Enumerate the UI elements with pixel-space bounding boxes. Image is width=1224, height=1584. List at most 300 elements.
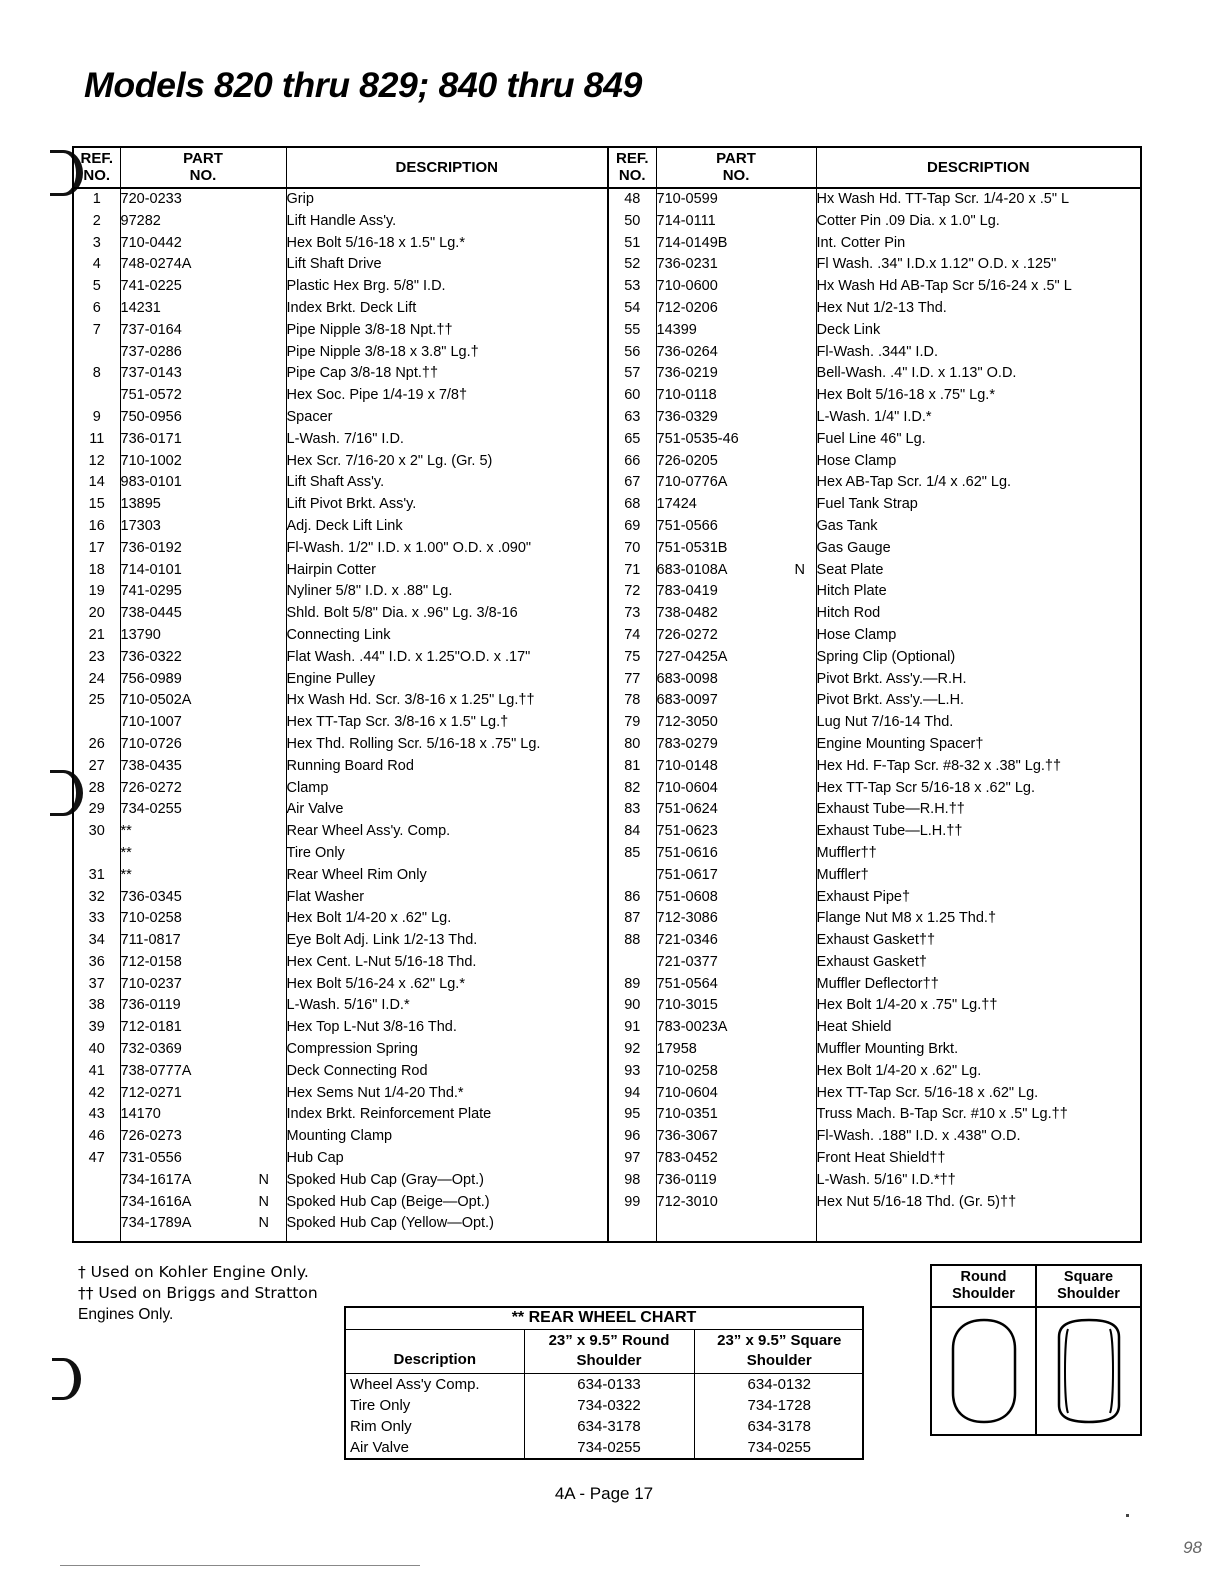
note-flag-cell — [784, 843, 816, 865]
part-no-cell: 736-0345 — [120, 888, 182, 905]
table-row — [74, 254, 1140, 276]
ref-no-cell: 19 — [74, 581, 120, 603]
part-no-cell: 738-0777A — [120, 1062, 192, 1079]
wheel-round-cell: 634-0133 — [524, 1374, 694, 1396]
note-flag-cell — [784, 625, 816, 647]
description-cell: Spoked Hub Cap (Beige—Opt.) — [286, 1192, 608, 1214]
description-cell: Fl-Wash. 1/2" I.D. x 1.00" O.D. x .090" — [286, 538, 608, 560]
note-flag-cell — [242, 276, 286, 298]
ref-no-cell: 43 — [74, 1104, 120, 1126]
part-no-cell: 741-0295 — [120, 583, 182, 600]
table-row — [74, 276, 1140, 298]
part-no-cell: 751-0531B — [656, 539, 728, 556]
wheel-square-cell: 634-3178 — [747, 1418, 811, 1435]
part-no-cell: 756-0989 — [120, 670, 182, 687]
part-no-cell: 748-0274A — [120, 256, 192, 273]
description-cell: Hex Bolt 1/4-20 x .62" Lg. — [286, 908, 608, 930]
header-part-line1: PART — [183, 150, 223, 167]
ref-no-cell: 98 — [608, 1170, 656, 1192]
part-no-cell: 736-0329 — [656, 408, 718, 425]
table-row — [74, 385, 1140, 407]
ref-no-cell: 95 — [608, 1104, 656, 1126]
description-cell: Engine Mounting Spacer† — [816, 735, 984, 752]
part-no-cell: 751-0617 — [656, 866, 718, 883]
part-no-cell: 710-0351 — [656, 1106, 718, 1123]
note-flag-cell — [784, 647, 816, 669]
description-cell: Muffler†† — [816, 844, 877, 861]
description-cell: Hex Scr. 7/16-20 x 2" Lg. (Gr. 5) — [286, 451, 608, 473]
ref-no-cell: 88 — [608, 930, 656, 952]
description-cell: Muffler Mounting Brkt. — [816, 1041, 959, 1058]
ref-no-cell: 74 — [608, 625, 656, 647]
part-no-cell: 734-0255 — [120, 801, 182, 818]
wheel-description-cell: Air Valve — [346, 1437, 524, 1458]
ref-no-cell: 50 — [608, 211, 656, 233]
table-row — [74, 538, 1140, 560]
ref-no-cell: 72 — [608, 581, 656, 603]
ref-no-cell — [74, 385, 120, 407]
parts-table-body — [74, 188, 1140, 1241]
table-row — [74, 734, 1140, 756]
part-no-cell: 714-0149B — [656, 234, 728, 251]
part-no-cell: 710-1002 — [120, 452, 182, 469]
part-no-cell: 712-3010 — [656, 1193, 718, 1210]
note-flag-cell — [784, 276, 816, 298]
part-no-cell: 710-0258 — [120, 910, 182, 927]
wheel-table-row — [346, 1437, 864, 1458]
header-description-label-left: DESCRIPTION — [395, 158, 499, 176]
part-no-cell: 710-0599 — [656, 191, 718, 207]
note-flag-cell — [784, 887, 816, 909]
table-row — [74, 342, 1140, 364]
description-cell: Air Valve — [286, 799, 608, 821]
description-cell: Hex Cent. L-Nut 5/16-18 Thd. — [286, 952, 608, 974]
description-cell: Compression Spring — [286, 1039, 608, 1061]
note-flag-cell — [784, 603, 816, 625]
note-flag-cell — [784, 756, 816, 778]
part-no-cell: 751-0616 — [656, 844, 718, 861]
description-cell: Lift Shaft Drive — [286, 254, 608, 276]
description-cell: Pivot Brkt. Ass'y.—L.H. — [816, 692, 965, 709]
description-cell: Muffler Deflector†† — [816, 975, 939, 992]
description-cell: Hex TT-Tap Scr. 5/16-18 x .62" Lg. — [816, 1084, 1039, 1101]
part-no-cell: 17958 — [656, 1041, 697, 1058]
ref-no-cell: 4 — [74, 254, 120, 276]
part-no-cell: 736-0219 — [656, 365, 718, 382]
ref-no-cell: 1 — [74, 188, 120, 211]
part-no-cell: 683-0098 — [656, 670, 718, 687]
wheel-header-round — [524, 1330, 694, 1374]
wheel-round-cell: 634-3178 — [524, 1416, 694, 1437]
description-cell: Exhaust Gasket†† — [816, 932, 936, 949]
part-no-cell: 721-0377 — [656, 953, 718, 970]
note-flag-cell — [242, 734, 286, 756]
ref-no-cell — [74, 843, 120, 865]
square-shoulder-heading — [1037, 1266, 1140, 1308]
note-flag-cell — [784, 1017, 816, 1039]
description-cell: Tire Only — [286, 843, 608, 865]
description-cell: Cotter Pin .09 Dia. x 1.0" Lg. — [816, 212, 1000, 229]
note-flag-cell — [784, 581, 816, 603]
note-flag-cell — [784, 188, 816, 211]
description-cell: Rear Wheel Rim Only — [286, 865, 608, 887]
note-flag-cell — [242, 843, 286, 865]
description-cell: Hx Wash Hd AB-Tap Scr 5/16-24 x .5" L — [816, 278, 1072, 295]
scan-artifact-mark: 98 — [1183, 1538, 1202, 1557]
description-cell: Pipe Nipple 3/8-18 Npt.†† — [286, 320, 608, 342]
description-cell: Clamp — [286, 778, 608, 800]
table-row — [74, 1017, 1140, 1039]
description-cell: Pipe Cap 3/8-18 Npt.†† — [286, 363, 608, 385]
note-flag-cell — [784, 1148, 816, 1170]
note-flag-cell — [784, 385, 816, 407]
table-row — [74, 1148, 1140, 1170]
description-cell: Pivot Brkt. Ass'y.—R.H. — [816, 670, 967, 687]
note-flag-cell — [784, 407, 816, 429]
description-cell: Hub Cap — [286, 1148, 608, 1170]
description-cell: L-Wash. 5/16" I.D.* — [286, 995, 608, 1017]
note-flag-cell — [784, 821, 816, 843]
description-cell: Hex Bolt 5/16-24 x .62" Lg.* — [286, 974, 608, 996]
ref-no-cell: 63 — [608, 407, 656, 429]
note-flag-cell — [242, 1126, 286, 1148]
ref-no-cell: 99 — [608, 1192, 656, 1214]
note-flag-cell — [242, 995, 286, 1017]
wheel-square-cell: 734-1728 — [747, 1397, 811, 1414]
description-cell: Hx Wash Hd. TT-Tap Scr. 1/4-20 x .5" L — [816, 191, 1070, 207]
parts-table — [74, 148, 1140, 1241]
ref-no-cell: 55 — [608, 320, 656, 342]
wheel-round-cell: 734-0255 — [524, 1437, 694, 1458]
header-ref-no-right — [608, 148, 656, 188]
ref-no-cell: 7 — [74, 320, 120, 342]
description-cell: Deck Link — [816, 321, 881, 338]
note-flag-cell — [784, 298, 816, 320]
wheel-header-round-line1: 23” x 9.5” Round — [548, 1332, 670, 1349]
description-cell: Spring Clip (Optional) — [816, 648, 956, 665]
table-row — [74, 974, 1140, 996]
note-flag-cell — [242, 363, 286, 385]
part-no-cell: 726-0272 — [120, 779, 182, 796]
table-row — [74, 429, 1140, 451]
description-cell: Index Brkt. Deck Lift — [286, 298, 608, 320]
note-flag-cell — [242, 472, 286, 494]
table-filler-row — [74, 1235, 1140, 1241]
rear-wheel-table-body — [346, 1374, 864, 1459]
wheel-square-cell: 734-0255 — [747, 1439, 811, 1456]
wheel-description-cell: Tire Only — [346, 1395, 524, 1416]
part-no-cell: 712-0271 — [120, 1084, 182, 1101]
note-flag-cell — [242, 516, 286, 538]
part-no-cell: 983-0101 — [120, 474, 182, 491]
part-no-cell: 712-0181 — [120, 1019, 182, 1036]
part-no-cell: 736-0231 — [656, 256, 718, 273]
ref-no-cell: 5 — [74, 276, 120, 298]
note-flag-cell — [784, 516, 816, 538]
ref-no-cell: 69 — [608, 516, 656, 538]
ref-no-cell: 73 — [608, 603, 656, 625]
note-flag-cell — [784, 669, 816, 691]
description-cell: Hex AB-Tap Scr. 1/4 x .62" Lg. — [816, 474, 1012, 491]
description-cell: Spoked Hub Cap (Yellow—Opt.) — [286, 1213, 608, 1235]
ref-no-cell: 65 — [608, 429, 656, 451]
description-cell: Fl-Wash. .344" I.D. — [816, 343, 938, 360]
ref-no-cell: 41 — [74, 1061, 120, 1083]
part-no-cell: ** — [120, 866, 132, 883]
ref-no-cell: 94 — [608, 1083, 656, 1105]
part-no-cell: 783-0452 — [656, 1150, 718, 1167]
ref-no-cell: 6 — [74, 298, 120, 320]
wheel-description-cell: Rim Only — [346, 1416, 524, 1437]
description-cell: Exhaust Pipe† — [816, 888, 911, 905]
table-row — [74, 647, 1140, 669]
parts-table-header — [74, 148, 1140, 188]
description-cell: Hex Soc. Pipe 1/4-19 x 7/8† — [286, 385, 608, 407]
part-no-cell: 710-0726 — [120, 735, 182, 752]
description-cell: Deck Connecting Rod — [286, 1061, 608, 1083]
table-row — [74, 1104, 1140, 1126]
description-cell: Nyliner 5/8" I.D. x .88" Lg. — [286, 581, 608, 603]
note-flag-cell — [242, 1148, 286, 1170]
wheel-header-round-line2: Shoulder — [576, 1352, 642, 1369]
description-cell: Grip — [286, 188, 608, 211]
part-no-cell: 714-0111 — [656, 212, 716, 229]
note-flag-cell — [784, 1039, 816, 1061]
table-row — [74, 451, 1140, 473]
table-row — [74, 472, 1140, 494]
note-flag-cell — [784, 342, 816, 364]
table-row — [74, 952, 1140, 974]
note-flag-cell — [242, 298, 286, 320]
scan-artifact-dot — [1126, 1514, 1129, 1517]
note-flag-cell — [242, 908, 286, 930]
description-cell: Hitch Rod — [816, 605, 881, 622]
description-cell: Index Brkt. Reinforcement Plate — [286, 1104, 608, 1126]
ref-no-cell: 84 — [608, 821, 656, 843]
description-cell: Fuel Line 46" Lg. — [816, 430, 926, 447]
description-cell: Lift Shaft Ass'y. — [286, 472, 608, 494]
part-no-cell: ** — [120, 823, 132, 840]
note-flag-cell — [242, 320, 286, 342]
description-cell: Flange Nut M8 x 1.25 Thd.† — [816, 910, 997, 927]
note-flag-cell — [242, 1061, 286, 1083]
header-part2-line1: PART — [716, 150, 756, 167]
description-cell: Hex Bolt 5/16-18 x 1.5" Lg.* — [286, 233, 608, 255]
note-flag-cell — [784, 734, 816, 756]
description-cell: Gas Tank — [816, 517, 878, 534]
wheel-round-cell: 734-0322 — [524, 1395, 694, 1416]
description-cell: Hex TT-Tap Scr. 3/8-16 x 1.5" Lg.† — [286, 712, 608, 734]
ref-no-cell: 51 — [608, 233, 656, 255]
part-no-cell: 736-0119 — [120, 997, 181, 1014]
table-row — [74, 799, 1140, 821]
header-description-right — [816, 148, 1140, 188]
header-ref-line1: REF. — [80, 150, 113, 167]
header-ref-line2: NO. — [83, 167, 111, 184]
note-flag-cell — [784, 538, 816, 560]
wheel-table-row — [346, 1395, 864, 1416]
part-no-cell: 734-1616A — [120, 1193, 192, 1210]
table-row — [74, 865, 1140, 887]
ref-no-cell: 21 — [74, 625, 120, 647]
square-shoulder-line1: Square — [1063, 1269, 1114, 1285]
page-footer: 4A - Page 17 — [554, 1484, 654, 1503]
part-no-cell: 751-0564 — [656, 975, 718, 992]
note-flag-cell — [784, 429, 816, 451]
note-flag-cell — [784, 363, 816, 385]
part-no-cell: 710-0237 — [120, 975, 182, 992]
part-no-cell: 710-0148 — [656, 757, 718, 774]
ref-no-cell: 36 — [74, 952, 120, 974]
ref-no-cell: 80 — [608, 734, 656, 756]
note-flag-cell — [784, 254, 816, 276]
part-no-cell: 736-0192 — [120, 539, 182, 556]
ref-no-cell: 20 — [74, 603, 120, 625]
note-flag-cell — [784, 1126, 816, 1148]
note-flag-cell — [784, 320, 816, 342]
wheel-table-row — [346, 1416, 864, 1437]
round-shoulder-heading — [932, 1266, 1035, 1308]
table-row — [74, 821, 1140, 843]
table-row — [74, 1083, 1140, 1105]
ref-no-cell: 15 — [74, 494, 120, 516]
ref-no-cell: 29 — [74, 799, 120, 821]
part-no-cell: 14170 — [120, 1106, 161, 1123]
part-no-cell: 710-0502A — [120, 692, 192, 709]
note-flag-cell — [242, 1083, 286, 1105]
note-flag-cell — [784, 865, 816, 887]
part-no-cell: 710-1007 — [120, 714, 182, 731]
description-cell: L-Wash. 1/4" I.D.* — [816, 408, 932, 425]
ref-no-cell: 68 — [608, 494, 656, 516]
note-flag-cell — [784, 952, 816, 974]
table-row — [74, 320, 1140, 342]
table-row — [74, 908, 1140, 930]
ref-no-cell: 89 — [608, 974, 656, 996]
description-cell: Hex Bolt 1/4-20 x .62" Lg. — [816, 1062, 982, 1079]
description-cell: L-Wash. 7/16" I.D. — [286, 429, 608, 451]
description-cell: Truss Mach. B-Tap Scr. #10 x .5" Lg.†† — [816, 1106, 1068, 1123]
ref-no-cell: 56 — [608, 342, 656, 364]
ref-no-cell: 34 — [74, 930, 120, 952]
description-cell: Hex Hd. F-Tap Scr. #8-32 x .38" Lg.†† — [816, 757, 1062, 774]
part-no-cell: 13895 — [120, 496, 161, 513]
part-no-cell: 726-0273 — [120, 1128, 182, 1145]
wheel-table-row — [346, 1374, 864, 1396]
part-no-cell: 683-0108A — [656, 561, 728, 578]
description-cell: Int. Cotter Pin — [816, 234, 906, 251]
header-ref2-line1: REF. — [616, 150, 649, 167]
part-no-cell: 710-0604 — [656, 779, 718, 796]
ref-no-cell: 93 — [608, 1061, 656, 1083]
note-flag-cell — [242, 407, 286, 429]
round-shoulder-line1: Round — [960, 1269, 1007, 1285]
part-no-cell: 712-0158 — [120, 953, 182, 970]
part-no-cell: 727-0425A — [656, 648, 728, 665]
ref-no-cell: 60 — [608, 385, 656, 407]
description-cell: Rear Wheel Ass'y. Comp. — [286, 821, 608, 843]
description-cell: Adj. Deck Lift Link — [286, 516, 608, 538]
table-row — [74, 843, 1140, 865]
table-row — [74, 1213, 1140, 1235]
ref-no-cell: 78 — [608, 690, 656, 712]
note-flag-cell — [242, 669, 286, 691]
description-cell: Bell-Wash. .4" I.D. x 1.13" O.D. — [816, 365, 1017, 382]
ref-no-cell: 17 — [74, 538, 120, 560]
description-cell: Front Heat Shield†† — [816, 1150, 946, 1167]
ref-no-cell: 39 — [74, 1017, 120, 1039]
ref-no-cell: 83 — [608, 799, 656, 821]
ref-no-cell: 24 — [74, 669, 120, 691]
ref-no-cell: 16 — [74, 516, 120, 538]
table-row — [74, 516, 1140, 538]
ref-no-cell: 11 — [74, 429, 120, 451]
part-no-cell: 736-0119 — [656, 1171, 717, 1188]
rear-wheel-chart — [344, 1306, 864, 1460]
note-flag-cell — [242, 494, 286, 516]
note-flag-cell — [242, 560, 286, 582]
description-cell: Connecting Link — [286, 625, 608, 647]
table-row — [74, 407, 1140, 429]
ref-no-cell: 37 — [74, 974, 120, 996]
footnotes — [78, 1262, 368, 1325]
ref-no-cell: 26 — [74, 734, 120, 756]
part-no-cell: 726-0205 — [656, 452, 718, 469]
wheel-header-square-line2: Shoulder — [746, 1352, 812, 1369]
footnote-briggs-line1: †† Used on Briggs and Stratton — [78, 1284, 318, 1302]
note-flag-cell: N — [242, 1170, 286, 1192]
ref-no-cell: 38 — [74, 995, 120, 1017]
description-cell: Hairpin Cotter — [286, 560, 608, 582]
round-shoulder-line2: Shoulder — [952, 1286, 1015, 1302]
note-flag-cell — [242, 451, 286, 473]
description-cell: Hex TT-Tap Scr 5/16-18 x .62" Lg. — [816, 779, 1035, 796]
part-no-cell: 737-0286 — [120, 343, 182, 360]
ref-no-cell: 9 — [74, 407, 120, 429]
note-flag-cell — [242, 538, 286, 560]
description-cell: Hitch Plate — [816, 583, 887, 600]
header-part-line2: NO. — [189, 167, 217, 184]
ref-no-cell: 42 — [74, 1083, 120, 1105]
description-cell: Exhaust Gasket† — [816, 953, 927, 970]
rear-wheel-table-header — [346, 1330, 864, 1374]
note-flag-cell — [242, 342, 286, 364]
note-flag-cell — [784, 908, 816, 930]
ref-no-cell: 71 — [608, 560, 656, 582]
table-row — [74, 188, 1140, 211]
note-flag-cell — [242, 581, 286, 603]
part-no-cell — [656, 1213, 784, 1235]
round-shoulder-tire-icon — [932, 1308, 1035, 1434]
part-no-cell: 750-0956 — [120, 408, 182, 425]
footnote-kohler: † Used on Kohler Engine Only. — [78, 1263, 309, 1281]
ref-no-cell: 25 — [74, 690, 120, 712]
ref-no-cell — [74, 712, 120, 734]
note-flag-cell — [784, 799, 816, 821]
ref-no-cell: 97 — [608, 1148, 656, 1170]
note-flag-cell — [242, 429, 286, 451]
part-no-cell: 712-0206 — [656, 299, 718, 316]
description-cell: Fl-Wash. .188" I.D. x .438" O.D. — [816, 1128, 1021, 1145]
note-flag-cell — [784, 472, 816, 494]
note-flag-cell — [242, 865, 286, 887]
part-no-cell: 736-0264 — [656, 343, 718, 360]
table-row — [74, 581, 1140, 603]
description-cell: Hex Nut 1/2-13 Thd. — [816, 299, 947, 316]
table-row — [74, 1192, 1140, 1214]
part-no-cell: 17424 — [656, 496, 697, 513]
part-no-cell: 783-0023A — [656, 1019, 728, 1036]
